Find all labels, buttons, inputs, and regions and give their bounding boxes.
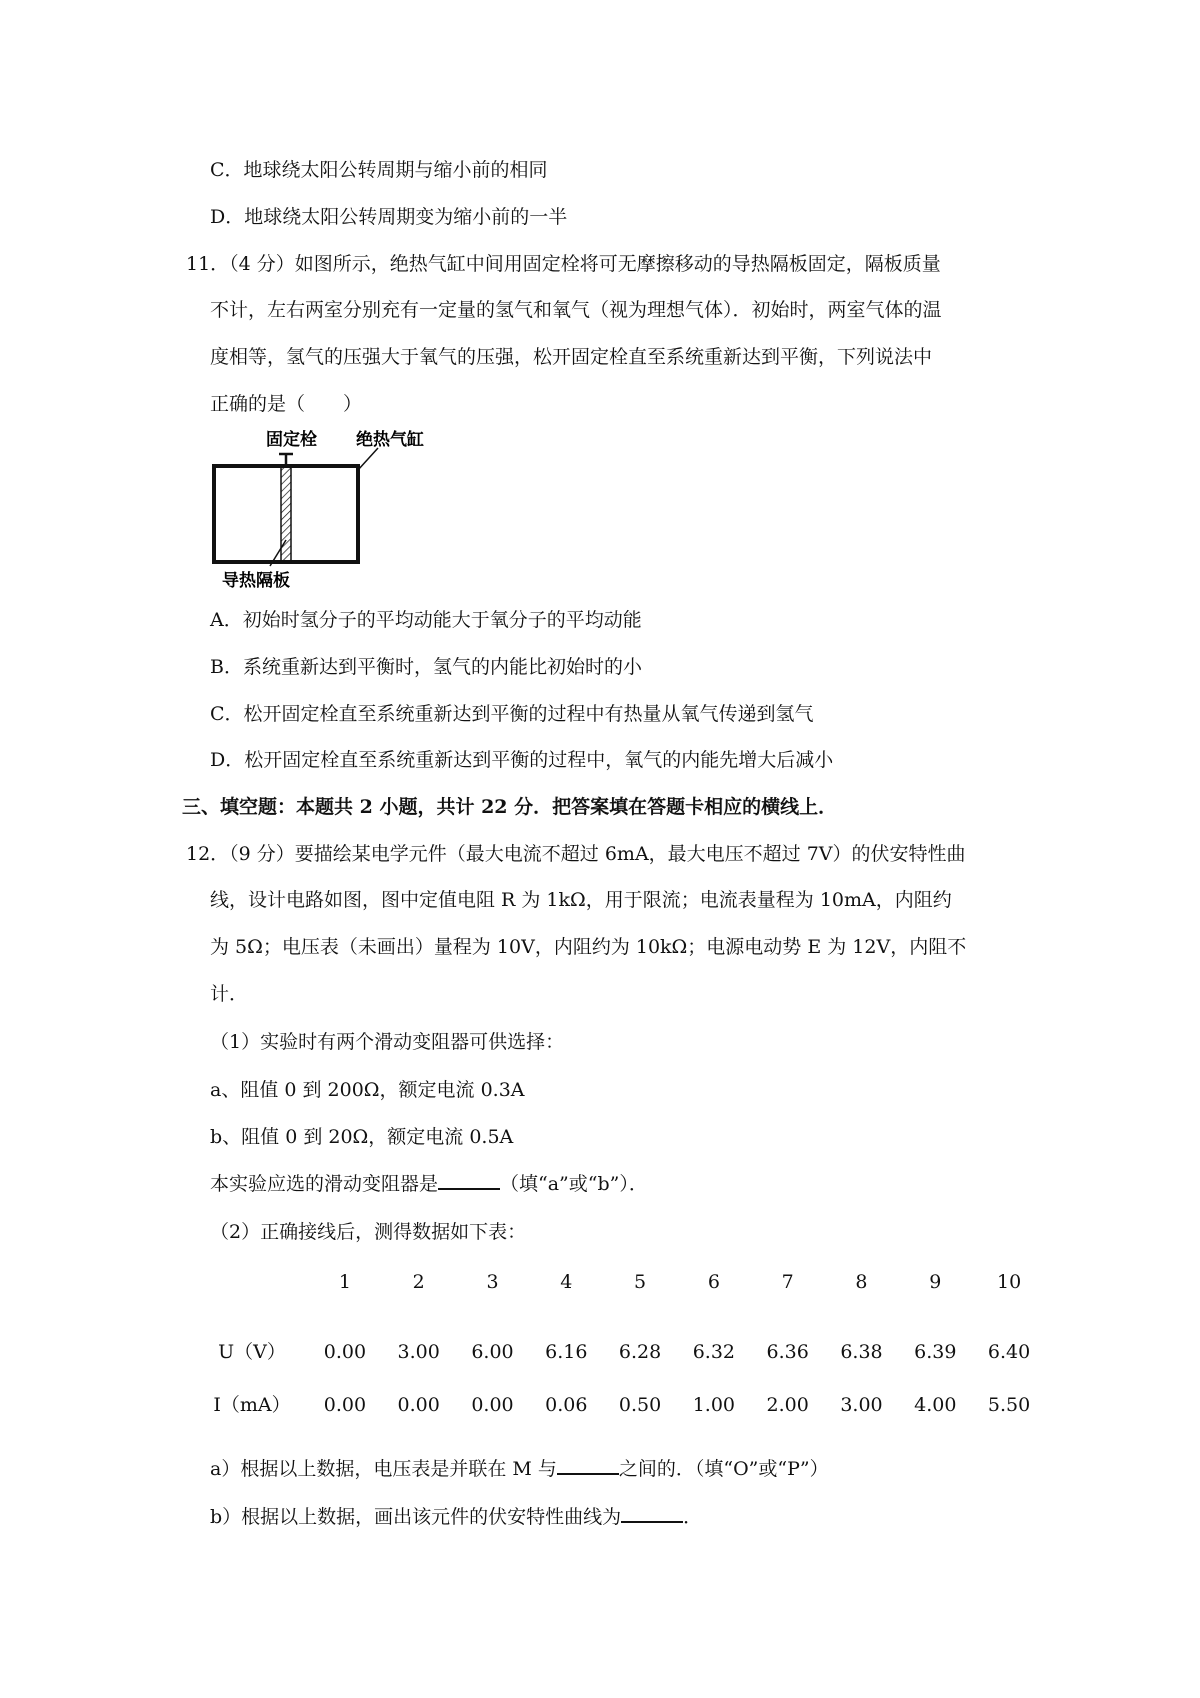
q12-data-table — [196, 1270, 1046, 1417]
label-fixing-pin: 固定栓 — [266, 430, 317, 450]
table-cell: 4.00 — [914, 1394, 957, 1416]
table-cell: 6.16 — [545, 1341, 588, 1363]
q11-stem-line-2: 不计，左右两室分别充有一定量的氢气和氧气（视为理想气体）．初始时，两室气体的温 — [210, 299, 942, 321]
q11-option-a: A．初始时氢分子的平均动能大于氧分子的平均动能 — [210, 609, 642, 631]
table-cell: 5 — [634, 1271, 647, 1293]
table-cell: 6.36 — [766, 1341, 809, 1363]
q10-option-c: C．地球绕太阳公转周期与缩小前的相同 — [210, 159, 548, 181]
table-cell: 6 — [707, 1271, 720, 1293]
table-cell: 0.00 — [397, 1394, 440, 1416]
table-cell: 0.50 — [618, 1394, 662, 1416]
q12-part1-intro: （1）实验时有两个滑动变阻器可供选择： — [210, 1031, 565, 1053]
table-cell: 6.28 — [618, 1341, 662, 1363]
q12-sub-b-end: ． — [683, 1506, 703, 1528]
table-cell: 0.00 — [471, 1394, 514, 1416]
table-cell: 6.00 — [471, 1341, 514, 1363]
q11-stem-line-1: 11．（4 分）如图所示，绝热气缸中间用固定栓将可无摩擦移动的导热隔板固定，隔板质量 — [186, 253, 941, 275]
q11-option-d: D．松开固定栓直至系统重新达到平衡的过程中，氧气的内能先增大后减小 — [210, 749, 834, 771]
answer-blank-3 — [621, 1505, 683, 1523]
answer-blank-2 — [557, 1457, 619, 1475]
table-cell: 0.00 — [323, 1341, 367, 1363]
table-cell: 3.00 — [397, 1341, 440, 1363]
table-cell: 5.50 — [987, 1394, 1031, 1416]
table-cell: 1 — [338, 1271, 351, 1293]
q12-part1-question-hint: （填“a”或“b”）． — [500, 1173, 648, 1195]
table-cell: 6.38 — [840, 1341, 883, 1363]
table-cell: 2.00 — [766, 1394, 809, 1416]
table-cell: 6.32 — [692, 1341, 736, 1363]
q10-option-d: D．地球绕太阳公转周期变为缩小前的一半 — [210, 206, 568, 228]
table-row-label: I（mA） — [213, 1394, 291, 1416]
table-cell: 7 — [781, 1271, 794, 1293]
conducting-plate — [281, 466, 291, 562]
table-cell: 9 — [929, 1271, 942, 1293]
table-corner — [196, 1270, 308, 1294]
q12-part2-intro: （2）正确接线后，测得数据如下表： — [210, 1221, 527, 1243]
table-cell: 0.06 — [545, 1394, 588, 1416]
q12-sub-a — [210, 1457, 829, 1481]
answer-blank-1 — [438, 1172, 500, 1190]
section-3-heading: 三、填空题：本题共 2 小题，共计 22 分．把答案填在答题卡相应的横线上． — [182, 796, 838, 818]
q12-sub-a-hint: 之间的．（填“O”或“P”） — [618, 1458, 829, 1480]
q12-part1-question-text: 本实验应选的滑动变阻器是 — [210, 1173, 439, 1195]
q11-stem-line-4: 正确的是（ ） — [210, 393, 363, 415]
q12-stem-line-1: 12．（9 分）要描绘某电学元件（最大电流不超过 6mA，最大电压不超过 7V）的伏安特性曲 — [186, 843, 966, 865]
q12-part1-question — [210, 1172, 648, 1196]
q12-stem-line-2: 线，设计电路如图，图中定值电阻 R 为 1kΩ，用于限流；电流表量程为 10mA，内阻约 — [210, 889, 952, 911]
q11-stem-line-3: 度相等，氢气的压强大于氧气的压强，松开固定栓直至系统重新达到平衡，下列说法中 — [210, 346, 933, 368]
q12-sub-b — [210, 1505, 702, 1529]
table-cell: 10 — [996, 1271, 1022, 1293]
table-row-voltage — [196, 1340, 1046, 1364]
table-cell: 6.40 — [987, 1341, 1031, 1363]
table-cell: 4 — [560, 1271, 573, 1293]
table-row-index — [196, 1270, 1046, 1294]
table-cell: 3 — [486, 1271, 499, 1293]
q11-cylinder-figure — [208, 430, 448, 590]
label-insulated-cylinder: 绝热气缸 — [356, 430, 424, 450]
q11-option-c: C．松开固定栓直至系统重新达到平衡的过程中有热量从氧气传递到氢气 — [210, 703, 814, 725]
table-cell: 3.00 — [840, 1394, 883, 1416]
table-cell: 8 — [855, 1271, 868, 1293]
q11-option-b: B．系统重新达到平衡时，氢气的内能比初始时的小 — [210, 656, 642, 678]
q12-choice-a: a、阻值 0 到 200Ω，额定电流 0.3A — [210, 1079, 525, 1101]
q12-stem-line-3: 为 5Ω；电压表（未画出）量程为 10V，内阻约为 10kΩ；电源电动势 E 为 12V，内阻不 — [210, 936, 967, 958]
table-row-current — [196, 1393, 1046, 1417]
table-cell: 6.39 — [914, 1341, 957, 1363]
q12-choice-b: b、阻值 0 到 20Ω，额定电流 0.5A — [210, 1126, 514, 1148]
q12-sub-a-text: a）根据以上数据，电压表是并联在 M 与 — [210, 1458, 557, 1480]
table-cell: 0.00 — [323, 1394, 367, 1416]
q12-sub-b-text: b）根据以上数据，画出该元件的伏安特性曲线为 — [210, 1506, 622, 1528]
table-cell: 2 — [412, 1271, 425, 1293]
q12-stem-line-4: 计． — [210, 983, 249, 1005]
table-cell: 1.00 — [692, 1394, 736, 1416]
label-conducting-plate: 导热隔板 — [222, 571, 290, 590]
table-row-label: U（V） — [218, 1341, 286, 1363]
